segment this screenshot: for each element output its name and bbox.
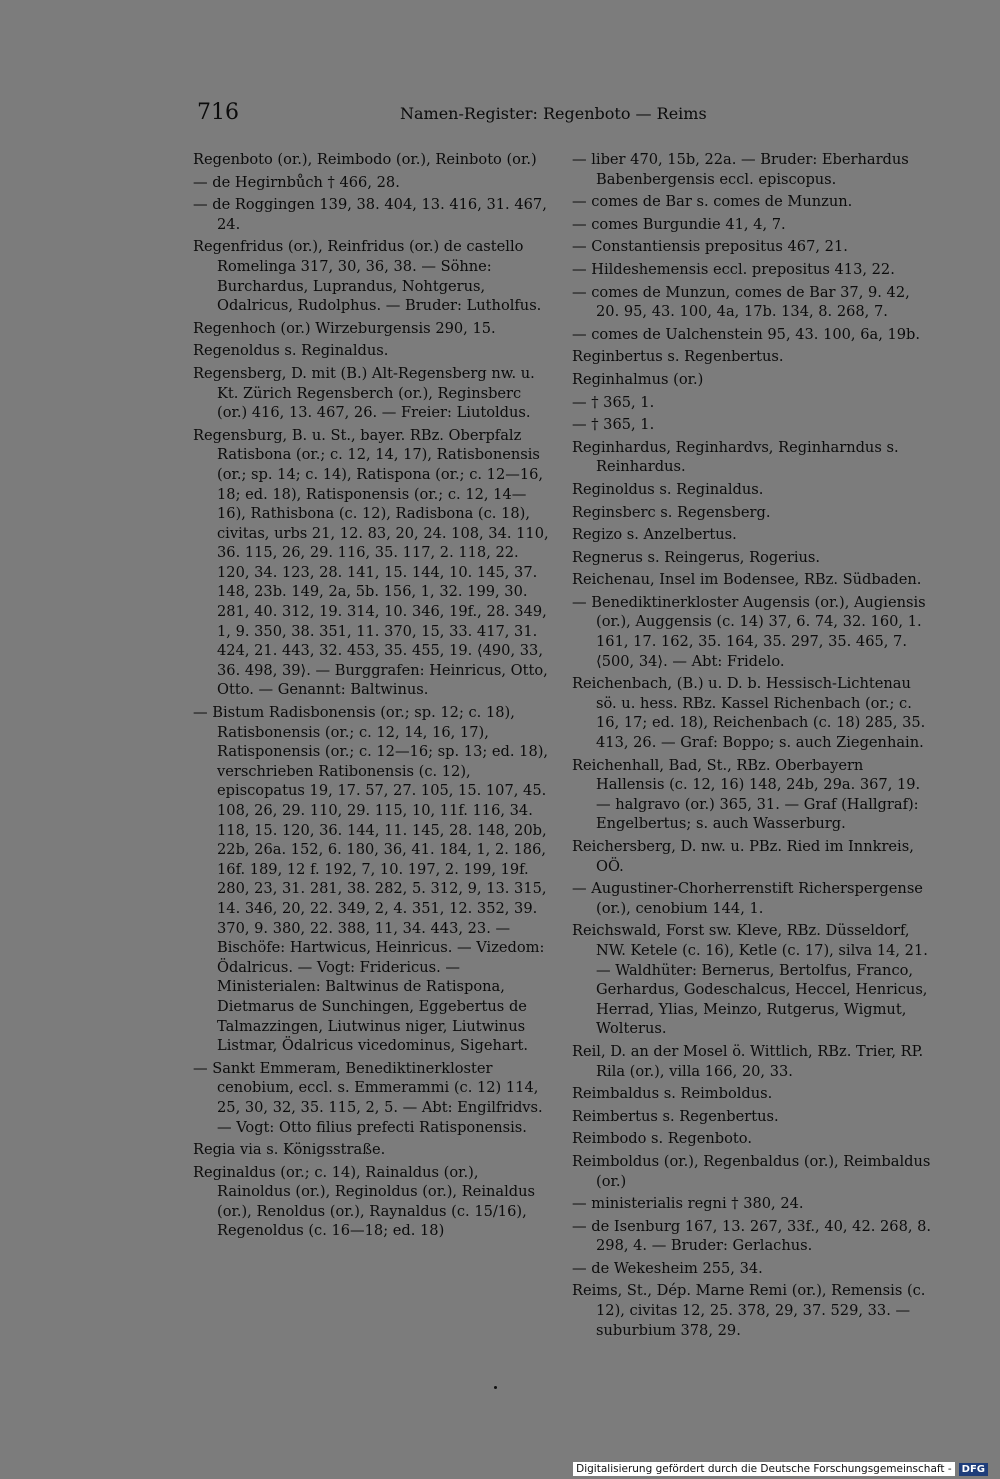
index-entry: — de Hegirnbůch † 466, 28. bbox=[193, 173, 400, 191]
index-entry: Reil, D. an der Mosel ö. Wittlich, RBz. Trier, RP. Rila (or.), villa 166, 20, 33. bbox=[572, 1042, 928, 1080]
index-entry: Reginsberc s. Regensberg. bbox=[572, 503, 771, 521]
index-entry: Regnerus s. Reingerus, Rogerius. bbox=[572, 548, 821, 566]
index-entry: — comes de Ualchenstein 95, 43. 100, 6a, 19b. bbox=[572, 325, 921, 343]
index-entry: Reginaldus (or.; c. 14), Rainaldus (or.), Rainoldus (or.), Reginoldus (or.), Reinaldus (or.), Renoldus (or.), Raynaldus (c. 15/16), Regenoldus (c. 16—18; ed. 18) bbox=[193, 1163, 540, 1240]
index-entry: Regensburg, B. u. St., bayer. RBz. Oberpfalz Ratisbona (or.; c. 12, 14, 17), Ratisbonensis (or.; sp. 14; c. 14), Ratispona (or.; c. 12—16, 18; ed. 18), Ratisponensis (or.; c. 12, 14—16), Rathisbona (c. 12), Radisbona (c. 18), civitas, urbs 21, 12. 83, 20, 24. 108, 34. 110, 36. 115, 26, 29. 116, 35. 117, 2. 118, 22. 120, 34. 123, 28. 141, 15. 144, 10. 145, 37. 148, 23b. 149, 2a, 5b. 156, 1, 32. 199, 30. 281, 40. 312, 19. 314, 10. 346, 19f., 28. 349, 1, 9. 350, 38. 351, 11. 370, 15, 33. 417, 31. 424, 21. 443, 32. 453, 35. 455, 19. ⟨490, 33, 36. 498, 39⟩. — Burggrafen: Heinricus, Otto, Otto. — Genannt: Baltwinus. bbox=[193, 426, 554, 699]
index-entry: — Hildeshemensis eccl. prepositus 413, 22. bbox=[572, 260, 895, 278]
index-entry: Regia via s. Königsstraße. bbox=[193, 1141, 386, 1159]
index-entry: Reims, St., Dép. Marne Remi (or.), Remensis (c. 12), civitas 12, 25. 378, 29, 37. 529, 33. — suburbium 378, 29. bbox=[572, 1282, 931, 1339]
index-entry: Reimbertus s. Regenbertus. bbox=[572, 1107, 779, 1125]
running-head: Namen-Register: Regenboto — Reims bbox=[400, 104, 707, 123]
index-entry: Reginoldus s. Reginaldus. bbox=[572, 480, 764, 498]
index-entry: — Bistum Radisbonensis (or.; sp. 12; c. 18), Ratisbonensis (or.; c. 12, 14, 16, 17), Ratisponensis (or.; c. 12—16; sp. 13; ed. 18), verschrieben Ratibonensis (c. 12), episcopatus 19, 17. 57, 27. 105, 15. 107, 45. 108, 26, 29. 110, 29. 115, 10, 11f. 116, 34. 118, 15. 120, 36. 144, 11. 145, 28. 148, 20b, 22b, 26a. 152, 6. 180, 36, 41. 184, 1, 2. 186, 16f. 189, 12 f. 192, 7, 10. 197, 2. 199, 19f. 280, 23, 31. 281, 38. 282, 5. 312, 9, 13. 315, 14. 346, 20, 22. 349, 2, 4. 351, 12. 352, 39. 370, 9. 380, 22. 388, 11, 34. 443, 23. — Bischöfe: Hartwicus, Heinricus. — Vizedom: Ödalricus. — Vogt: Fridericus. — Ministerialen: Baltwinus de Ratispona, Dietmarus de Sunchingen, Eggebertus de Talmazzingen, Liutwinus niger, Liutwinus Listmar, Ödalricus vicedominus, Sigehart. bbox=[193, 704, 553, 1055]
index-entry: Reginbertus s. Regenbertus. bbox=[572, 348, 784, 366]
index-entry: — de Roggingen 139, 38. 404, 13. 416, 31. 467, 24. bbox=[193, 196, 552, 233]
index-entry: Reichswald, Forst sw. Kleve, RBz. Düsseldorf, NW. Ketele (c. 16), Ketle (c. 17), silva 14, 21. — Waldhüter: Bernerus, Bertolfus, Franco, Gerhardus, Godeschalcus, Heccel, Henricus, Herrad, Ylias, Meinzo, Rutgerus, Wigmut, Wolterus. bbox=[572, 922, 933, 1038]
index-entry: Reimbaldus s. Reimboldus. bbox=[572, 1085, 773, 1103]
index-entry: Reginhalmus (or.) bbox=[572, 370, 704, 388]
index-entry: — de Wekesheim 255, 34. bbox=[572, 1259, 763, 1277]
index-entry: Reichenhall, Bad, St., RBz. Oberbayern Hallensis (c. 12, 16) 148, 24b, 29a. 367, 19. — halgravo (or.) 365, 31. — Graf (Hallgraf): Engelbertus; s. auch Wasserburg. bbox=[572, 756, 925, 833]
index-entry: Reichersberg, D. nw. u. PBz. Ried im Innkreis, OÖ. bbox=[572, 838, 919, 875]
index-entry: — Augustiner-Chorherrenstift Richerspergense (or.), cenobium 144, 1. bbox=[572, 880, 928, 917]
index-entry: Reginhardus, Reginhardvs, Reginharndus s. Reinhardus. bbox=[572, 438, 904, 476]
index-entry: — comes de Munzun, comes de Bar 37, 9. 42, 20. 95, 43. 100, 4a, 17b. 134, 8. 268, 7. bbox=[572, 283, 915, 321]
index-entry: — † 365, 1. bbox=[572, 416, 655, 434]
index-entry: — Benediktinerkloster Augensis (or.), Augiensis (or.), Auggensis (c. 14) 37, 6. 74, 32. 160, 1. 161, 17. 162, 35. 164, 35. 297, 35. 465, 7. ⟨500, 34⟩. — Abt: Fridelo. bbox=[572, 593, 931, 670]
footer-attribution bbox=[573, 1461, 988, 1477]
index-entry: Regenboto (or.), Reimbodo (or.), Reinboto (or.) bbox=[193, 151, 537, 168]
dfg-logo: DFG bbox=[959, 1463, 988, 1476]
index-entry: — liber 470, 15b, 22a. — Bruder: Eberhardus Babenbergensis eccl. episcopus. bbox=[572, 151, 914, 188]
index-entry: Regenoldus s. Reginaldus. bbox=[193, 342, 389, 360]
index-entry: — comes de Bar s. comes de Munzun. bbox=[572, 193, 853, 211]
right-column bbox=[572, 150, 936, 1343]
index-entry: Regenhoch (or.) Wirzeburgensis 290, 15. bbox=[193, 319, 496, 337]
index-entry: — † 365, 1. bbox=[572, 393, 655, 411]
index-entry: — ministerialis regni † 380, 24. bbox=[572, 1195, 804, 1213]
page-number: 716 bbox=[197, 100, 239, 125]
index-entry: — comes Burgundie 41, 4, 7. bbox=[572, 215, 786, 233]
index-entry: — de Isenburg 167, 13. 267, 33f., 40, 42. 268, 8. 298, 4. — Bruder: Gerlachus. bbox=[572, 1217, 936, 1255]
index-entry: Reimbodo s. Regenboto. bbox=[572, 1130, 752, 1148]
index-entry: Regenfridus (or.), Reinfridus (or.) de castello Romelinga 317, 30, 36, 38. — Söhne: Burchardus, Luprandus, Nohtgerus, Odalricus, Rudolphus. — Bruder: Lutholfus. bbox=[193, 238, 542, 315]
index-entry: — Sankt Emmeram, Benediktinerkloster cenobium, eccl. s. Emmerammi (c. 12) 114, 25, 30, 32, 35. 115, 2, 5. — Abt: Engilfridvs. — Vogt: Otto filius prefecti Ratisponensis. bbox=[193, 1059, 548, 1136]
left-column bbox=[193, 150, 554, 1244]
index-entry: Reichenbach, (B.) u. D. b. Hessisch-Lichtenau sö. u. hess. RBz. Kassel Richenbach (or.; c. 16, 17; ed. 18), Reichenbach (c. 18) 285, 35. 413, 26. — Graf: Boppo; s. auch Ziegenhain. bbox=[572, 675, 930, 752]
index-entry: Reichenau, Insel im Bodensee, RBz. Südbaden. bbox=[572, 571, 922, 589]
footer-text: Digitalisierung gefördert durch die Deutsche Forschungsgemeinschaft - bbox=[573, 1462, 955, 1476]
page-mark-dot bbox=[494, 1386, 497, 1389]
index-entry: Reimboldus (or.), Regenbaldus (or.), Reimbaldus (or.) bbox=[572, 1152, 936, 1190]
index-entry: Regensberg, D. mit (B.) Alt-Regensberg nw. u. Kt. Zürich Regensberch (or.), Reginsberc (or.) 416, 13. 467, 26. — Freier: Liutoldus. bbox=[193, 364, 540, 422]
index-entry: Regizo s. Anzelbertus. bbox=[572, 526, 737, 544]
index-entry: — Constantiensis prepositus 467, 21. bbox=[572, 238, 848, 256]
